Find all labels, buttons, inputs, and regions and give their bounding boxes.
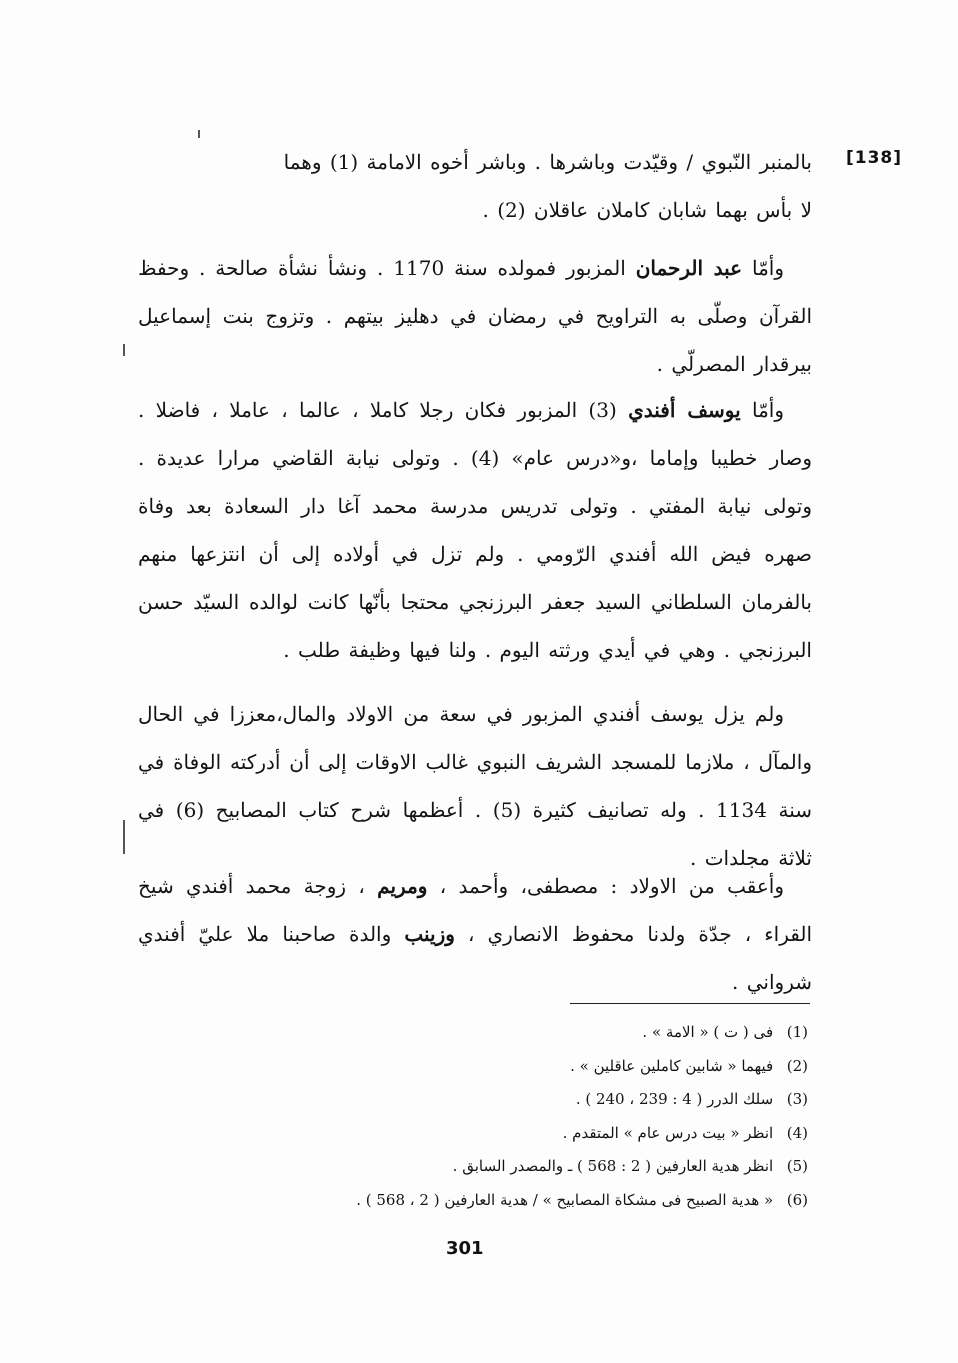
footnote-number: (3) <box>786 1090 808 1108</box>
paragraph-2-text: المزبور فمولده سنة 1170 . ونشأ نشأة صالحة . وحفظ القرآن وصلّى به التراويح في رمضان في دهليز بيتهم . وتزوج بنت إسماعيل بيرقدار المصرلّي . <box>138 256 812 376</box>
paragraph-1-line-2: لا بأس بهما شابان كاملان عاقلان (2) . <box>482 198 812 222</box>
paragraph-4-text: ولم يزل يوسف أفندي المزبور في سعة من الاولاد والمال،معززا في الحال والمآل ، ملازما للمسجد الشريف النبوي غالب الاوقات إلى أن أدركته الوفاة في سنة 1134 . وله تصانيف كثيرة (5) . أعظمها شرح كتاب المصابيح (6) في ثلاثة مجلدات . <box>138 702 813 870</box>
footnote-number: (1) <box>786 1023 808 1041</box>
footnote-text: سلك الدرر ( 4 : 239 ، 240 ) . <box>575 1090 774 1108</box>
paragraph-3 <box>138 386 812 674</box>
footnote-text: فى ( ت ) « الامة » . <box>642 1023 774 1041</box>
footnote-number: (5) <box>786 1157 808 1175</box>
paragraph-2 <box>138 244 812 388</box>
footnote-item <box>148 1117 808 1151</box>
footnote-text: « هدية الصبيح فى مشكاة المصابيح » / هدية العارفين ( 2 ، 568 ) . <box>356 1190 774 1209</box>
footnote-divider <box>570 1003 810 1004</box>
footnote-number: (2) <box>786 1056 808 1075</box>
paragraph-5-part-3: والدة صاحبنا ملا عليّ أفندي شرواني . <box>138 922 812 994</box>
footnote-number: (4) <box>786 1123 808 1142</box>
page-number: 301 <box>446 1238 484 1259</box>
footnote-item <box>148 1050 808 1084</box>
paragraph-3-text: (3) المزبور فكان رجلا كاملا ، عالما ، عاملا ، فاضلا . وصار خطيبا وإماما ،و«درس عام» (4) . وتولى نيابة القاضي مرارا عديدة . وتولى نيابة المفتي . وتولى تدريس مدرسة محمد آغا دار السعادة بعد وفاة صهره فيض الله أفندي الرّومي . ولم تزل في أولاده إلى أن انتزعها منهم بالفرمان السلطاني السيد جعفر البرزنجي محتجا بأنّها كانت لوالده السيّد حسن البرزنجي . وهي في أيدي ورثته اليوم . ولنا فيها وظيفة طلب . <box>138 398 812 662</box>
footnote-item <box>148 1083 808 1117</box>
paragraph-5 <box>138 862 812 1006</box>
paragraph-5-part-1: وأعقب من الاولاد : مصطفى، وأحمد ، <box>439 874 785 898</box>
footnote-text: انظر هدية العارفين ( 2 : 568 ) ـ والمصدر السابق . <box>452 1157 774 1175</box>
margin-mark <box>123 820 125 854</box>
footnotes <box>148 1016 808 1217</box>
name-yusuf-afandi: يوسف أفندي <box>628 398 741 422</box>
footnote-item <box>148 1184 808 1218</box>
name-abd-al-rahman: عبد الرحمان <box>635 256 743 280</box>
paragraph-4 <box>138 690 812 882</box>
name-maryam: ومريم <box>377 874 428 898</box>
paragraph-5-part-2: ، زوجة محمد أفندي شيخ القراء ، جدّة ولدنا محفوظ الانصاري ، <box>138 874 813 946</box>
paragraph-1 <box>138 138 812 234</box>
footnote-text: فيهما « شابين كاملين عاقلين » . <box>570 1056 774 1075</box>
paragraph-1-line-1: بالمنبر النّبوي / وقيّدت وباشرها . وباشر أخوه الامامة (1) وهما <box>283 150 812 174</box>
footnote-text: انظر « بيت درس عام » المتقدم . <box>562 1123 774 1142</box>
paragraph-2-lead: وأمّا <box>752 256 785 280</box>
folio-marker: [138] <box>846 148 903 168</box>
name-zaynab: وزينب <box>404 922 455 946</box>
footnote-item <box>148 1150 808 1184</box>
paragraph-3-lead: وأمّا <box>752 398 785 422</box>
margin-mark <box>123 344 125 356</box>
margin-mark <box>198 130 200 138</box>
footnote-number: (6) <box>786 1190 808 1209</box>
footnote-item <box>148 1016 808 1050</box>
